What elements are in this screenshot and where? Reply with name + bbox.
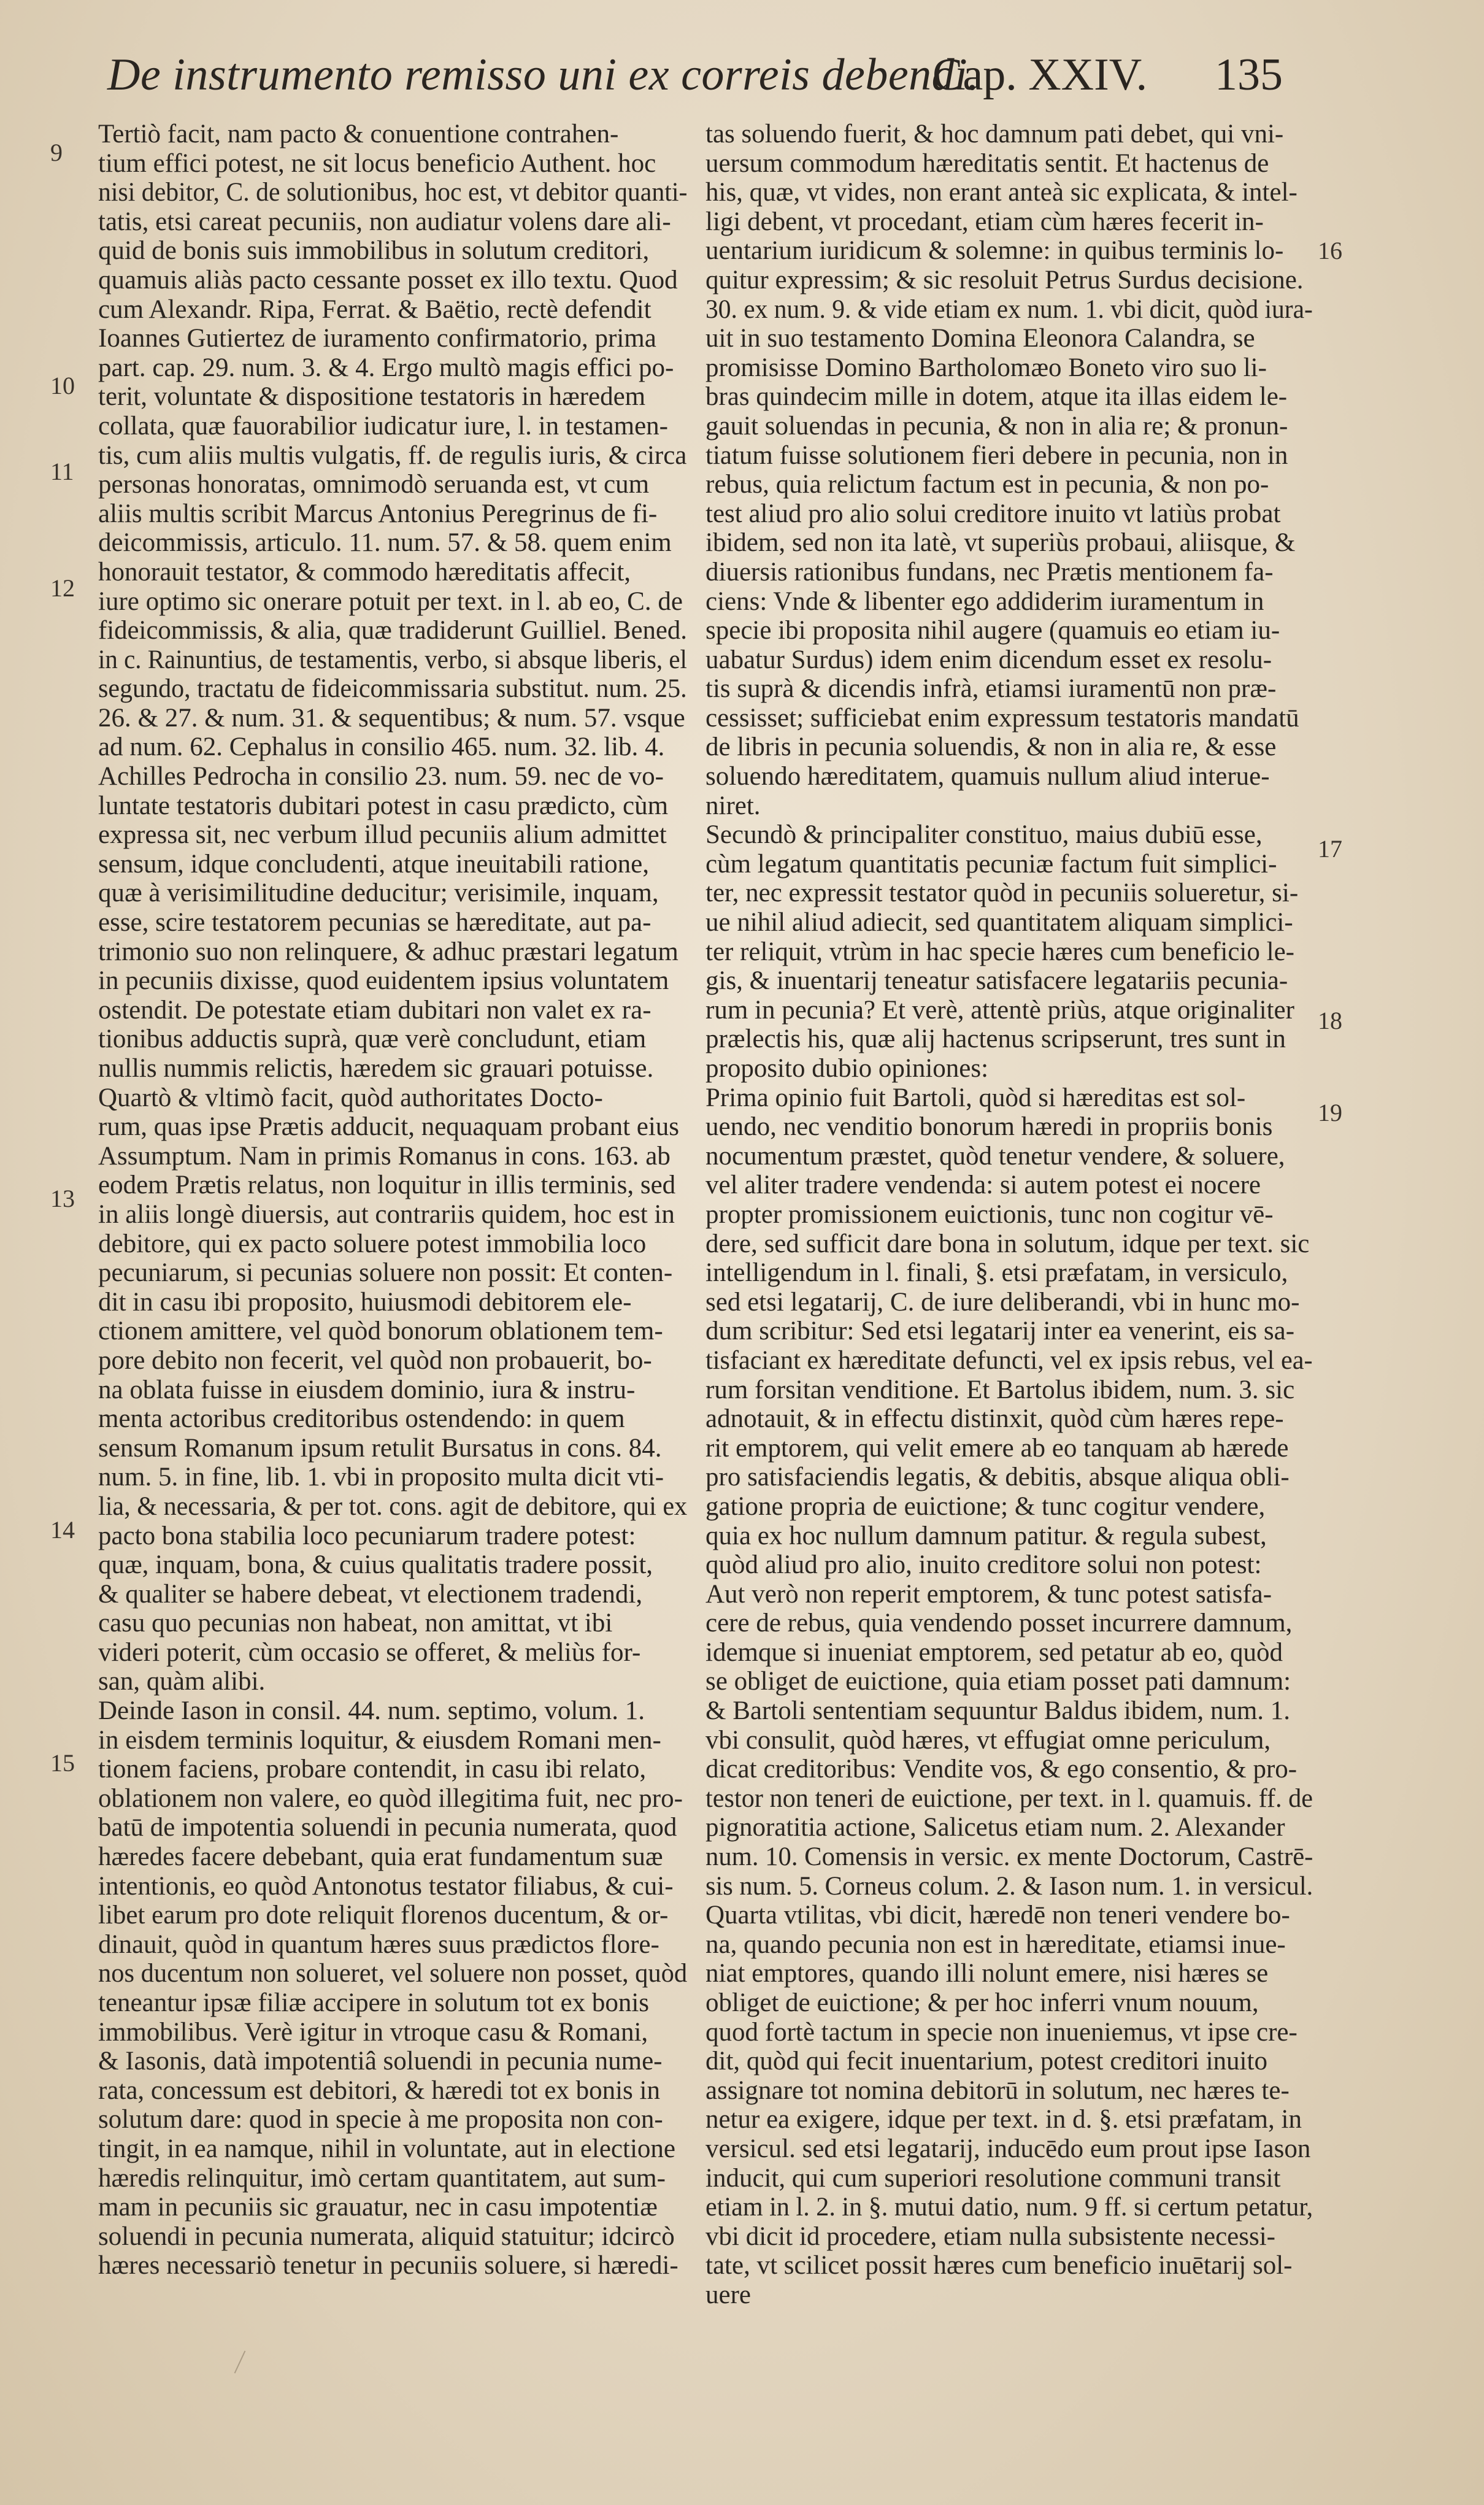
left-text-line: & Iasonis, datà impotentiâ soluendi in pecunia nume- [98, 2047, 663, 2076]
left-text-line: aliis multis scribit Marcus Antonius Peregrinus de fi- [98, 499, 658, 528]
left-text-line: solutum dare: quod in specie à me proposita non con- [98, 2105, 663, 2134]
left-text-line: nisi debitor, C. de solutionibus, hoc est, vt debitor quanti- [98, 178, 688, 207]
left-text-line: in c. Rainuntius, de testamentis, verbo, si absque liberis, el [98, 645, 687, 674]
left-text-line: Deinde Iason in consil. 44. num. septimo, volum. 1. [98, 1696, 645, 1726]
left-text-line: personas honoratas, omnimodò seruanda est, vt cum [98, 470, 650, 499]
left-text-line: rum, quas ipse Prætis adducit, nequaquam probant eius [98, 1112, 680, 1142]
left-text-line: quamuis aliàs pacto cessante posset ex illo textu. Quod [98, 265, 678, 294]
right-text-line: sis num. 5. Corneus colum. 2. & Iason num. 1. in versicul. [705, 1871, 1313, 1901]
right-text-line: uendo, nec venditio bonorum hæredi in propriis bonis [705, 1112, 1273, 1142]
right-text-line: vbi dicit id procedere, etiam nulla subsistente necessi- [705, 2222, 1275, 2251]
right-text-line: testor non teneri de euictione, per text. in l. quamuis. ff. de [705, 1784, 1313, 1813]
right-text-line: pignoratitia actione, Salicetus etiam num. 2. Alexander [705, 1813, 1285, 1842]
right-text-line: propter promissionem euictionis, tunc non cogitur vē- [705, 1199, 1274, 1229]
left-text-line: tionibus adductis suprà, quæ verè concludunt, etiam [98, 1025, 647, 1054]
left-text-line: pore debito non fecerit, vel quòd non probauerit, bo- [98, 1345, 652, 1375]
left-text-line: ctionem amittere, vel quòd bonorum oblationem tem- [98, 1317, 663, 1346]
left-text-line: san, quàm alibi. [98, 1667, 266, 1696]
right-text-line: gis, & inuentarij teneatur satisfacere legatariis pecunia- [705, 966, 1288, 996]
left-text-line: eodem Prætis relatus, non loquitur in illis terminis, sed [98, 1171, 676, 1200]
right-text-line: tate, vt scilicet possit hæres cum beneficio inuētarij sol- [705, 2251, 1293, 2280]
right-text-line: quòd aliud pro alio, inuito creditore solui non potest: [705, 1550, 1262, 1580]
right-text-line: tas soluendo fuerit, & hoc damnum pati debet, qui vni- [705, 120, 1284, 148]
right-text-line: etiam in l. 2. in §. mutui datio, num. 9 ff. si certum petatur, [705, 2193, 1313, 2222]
left-text-line: tingit, in ea namque, nihil in voluntate, aut in electione [98, 2134, 675, 2163]
right-text-line: rum in pecunia? Et verè, attentè priùs, atque originaliter [705, 995, 1294, 1025]
left-text-line: dinauit, quòd in quantum hæres suus prædictos flore- [98, 1930, 659, 1959]
left-text-line: soluendi in pecunia numerata, aliquid statuitur; idcircò [98, 2222, 675, 2251]
left-margin-number: 13 [50, 1185, 75, 1212]
right-margin-number: 16 [1318, 237, 1342, 264]
left-text-line: sensum Romanum ipsum retulit Bursatus in cons. 84. [98, 1433, 662, 1463]
right-text-line: Secundò & principaliter constituo, maius dubiū esse, [705, 820, 1263, 850]
left-margin-number: 9 [50, 139, 63, 166]
left-text-line: hæredes facere debebant, quia erat fundamentum suæ [98, 1842, 663, 1872]
left-text-line: na oblata fuisse in eiusdem dominio, iura & instru- [98, 1375, 636, 1404]
right-text-line: dit, quòd qui fecit inuentarium, potest creditori inuito [705, 2047, 1267, 2076]
right-text-line: vel aliter tradere vendenda: si autem potest ei nocere [705, 1171, 1261, 1200]
right-text-line: gatione propria de euictione; & tunc cogitur vendere, [705, 1491, 1266, 1521]
right-text-line: adnotauit, & in effectu distinxit, quòd cùm hæres repe- [705, 1404, 1284, 1434]
right-text-line: pro satisfaciendis legatis, & debitis, absque aliqua obli- [705, 1463, 1290, 1492]
left-text-line: tionem faciens, probare contendit, in casu ibi relato, [98, 1755, 647, 1784]
left-text-line: sensum, idque concludenti, atque ineuitabili ratione, [98, 849, 649, 879]
left-text-line: hæredis relinquitur, imò certam quantitatem, aut sum- [98, 2163, 666, 2193]
left-text-line: teneantur ipsæ filiæ accipere in solutum tot ex bonis [98, 1988, 650, 2017]
left-text-line: tatis, etsi careat pecuniis, non audiatur volens dare ali- [98, 207, 671, 236]
right-text-line: uit in suo testamento Domina Eleonora Calandra, se [705, 324, 1255, 353]
left-text-line: intentionis, eo quòd Antonotus testator filiabus, & cui- [98, 1871, 674, 1901]
left-text-line: batū de impotentia soluendi in pecunia numerata, quod [98, 1813, 677, 1842]
right-text-line: ue nihil aliud adiecit, sed quantitatem aliquam simplici- [705, 908, 1293, 937]
left-text-line: oblationem non valere, eo quòd illegitima fuit, nec pro- [98, 1784, 683, 1813]
left-text-line: num. 5. in fine, lib. 1. vbi in proposito multa dicit vti- [98, 1463, 664, 1492]
right-text-line: assignare tot nomina debitorū in solutum, nec hæres te- [705, 2076, 1290, 2105]
left-text-line: collata, quæ fauorabilior iudicatur iure, l. in testamen- [98, 411, 668, 441]
left-text-line: in aliis longè diuersis, aut contrariis quidem, hoc est in [98, 1199, 675, 1229]
right-text-line: vbi consulit, quòd hæres, vt effugiat omne periculum, [705, 1725, 1271, 1755]
right-text-line: uersum commodum hæreditatis sentit. Et hactenus de [705, 148, 1269, 178]
left-text-line: tis, cum aliis multis vulgatis, ff. de regulis iuris, & circa [98, 441, 687, 470]
left-text-line: menta actoribus creditoribus ostendendo: in quem [98, 1404, 625, 1434]
left-text-line: nullis nummis relictis, hæredem sic grauari potuisse. [98, 1054, 654, 1083]
left-text-line: in pecuniis dixisse, quod euidentem ipsius voluntatem [98, 966, 669, 996]
left-text-line: hæres necessariò tenetur in pecuniis soluere, si hæredi- [98, 2251, 679, 2280]
right-text-line: rum forsitan venditione. Et Bartolus ibidem, num. 3. sic [705, 1375, 1295, 1404]
left-text-line: Assumptum. Nam in primis Romanus in cons. 163. ab [98, 1141, 671, 1171]
right-text-column [705, 120, 1313, 2310]
right-text-line: cere de rebus, quia vendendo posset incurrere damnum, [705, 1609, 1293, 1638]
running-title: De instrumento remisso uni ex correis debendi. [107, 50, 980, 100]
left-text-line: iure optimo sic onerare potuit per text. in l. ab eo, C. de [98, 587, 683, 616]
right-text-line: rit emptorem, qui velit emere ab eo tanquam ab hærede [705, 1433, 1289, 1463]
right-text-line: intelligendum in l. finali, §. etsi præfatam, in versiculo, [705, 1258, 1288, 1288]
right-text-line: niat emptores, quando illi nolunt emere, nisi hæres se [705, 1959, 1269, 1988]
left-text-line: libet earum pro dote reliquit florenos ducentum, & or- [98, 1901, 669, 1930]
right-text-line: idemque si inueniat emptorem, sed petatur ab eo, quòd [705, 1637, 1283, 1667]
right-margin-number: 17 [1318, 835, 1342, 863]
running-header [107, 43, 1340, 117]
right-margin-number: 18 [1318, 1007, 1342, 1034]
right-text-line: sed etsi legatarij, C. de iure deliberandi, vbi in hunc mo- [705, 1287, 1300, 1317]
left-text-line: expressa sit, nec verbum illud pecuniis alium admittet [98, 820, 667, 850]
right-text-line: inducit, qui cum superiori resolutione communi transit [705, 2163, 1281, 2193]
left-text-line: quæ à verisimilitudine deducitur; verisimile, inquam, [98, 879, 659, 908]
right-text-line: quod fortè tactum in specie non inueniemus, vt ipse cre- [705, 2017, 1298, 2047]
right-text-line: na, quando pecunia non est in hæreditate, etiamsi inue- [705, 1930, 1286, 1959]
right-text-line: cessisset; sufficiebat enim expressum testatoris mandatū [705, 703, 1299, 733]
left-text-line: lia, & necessaria, & per tot. cons. agit de debitore, qui ex [98, 1491, 688, 1521]
right-text-line: & Bartoli sententiam sequuntur Baldus ibidem, num. 1. [705, 1696, 1291, 1726]
left-margin-number: 11 [50, 458, 74, 485]
right-text-line: 30. ex num. 9. & vide etiam ex num. 1. vbi dicit, quòd iura- [705, 294, 1313, 324]
right-text-line: dere, sed sufficit dare bona in solutum, idque per text. sic [705, 1229, 1310, 1258]
left-text-line: Tertiò facit, nam pacto & conuentione contrahen- [98, 120, 619, 148]
right-text-line: nocumentum præstet, quòd tenetur vendere, & soluere, [705, 1141, 1285, 1171]
right-text-line: ligi debent, vt procedant, etiam cùm hæres fecerit in- [705, 207, 1264, 236]
left-text-line: quæ, inquam, bona, & cuius qualitatis tradere possit, [98, 1550, 653, 1580]
right-text-line: Quarta vtilitas, vbi dicit, hæredē non teneri vendere bo- [705, 1901, 1290, 1930]
right-text-line: tiatum fuisse solutionem fieri debere in pecunia, non in [705, 441, 1288, 470]
left-text-line: & qualiter se habere debeat, vt electionem tradendi, [98, 1579, 643, 1609]
left-text-line: part. cap. 29. num. 3. & 4. Ergo multò magis effici po- [98, 353, 674, 382]
left-text-line: segundo, tractatu de fideicommissaria substitut. num. 25. [98, 674, 687, 704]
left-text-line: tium effici potest, ne sit locus beneficio Authent. hoc [98, 148, 656, 178]
left-margin-number: 15 [50, 1749, 75, 1777]
left-text-line: esse, scire testatorem pecunias se hæreditate, aut pa- [98, 908, 652, 937]
right-text-line: ter reliquit, vtrùm in hac specie hæres cum beneficio le- [705, 937, 1294, 966]
left-text-line: Achilles Pedrocha in consilio 23. num. 59. nec de vo- [98, 762, 664, 791]
right-text-line: niret. [705, 791, 761, 820]
left-text-line: Quartò & vltimò facit, quòd authoritates Docto- [98, 1083, 603, 1112]
left-text-line: rata, concessum est debitori, & hæredi tot ex bonis in [98, 2076, 660, 2105]
right-text-line: gauit soluendas in pecunia, & non in alia re; & pronun- [705, 411, 1288, 441]
right-text-line: dum scribitur: Sed etsi legatarij inter ea venerint, eis sa- [705, 1317, 1295, 1346]
right-text-line: uabatur Surdus) idem enim dicendum esset ex resolu- [705, 645, 1272, 674]
right-text-line: de libris in pecunia soluendis, & non in alia re, & esse [705, 733, 1277, 762]
left-text-line: videri poterit, cùm occasio se offeret, & meliùs for- [98, 1637, 641, 1667]
left-text-line: Ioannes Gutiertez de iuramento confirmatorio, prima [98, 324, 656, 353]
left-margin-number: 10 [50, 372, 75, 399]
right-text-line: quitur expressim; & sic resoluit Petrus Surdus decisione. [705, 265, 1304, 294]
right-text-line: obliget de euictione; & per hoc inferri vnum nouum, [705, 1988, 1259, 2017]
left-text-line: honorauit testator, & commodo hæreditatis affecit, [98, 557, 631, 587]
right-margin-number: 19 [1318, 1099, 1342, 1126]
right-text-line: tisfaciant ex hæreditate defuncti, vel ex ipsis rebus, vel ea- [705, 1345, 1313, 1375]
right-text-line: specie ibi proposita nihil augere (quamuis eo etiam iu- [705, 616, 1280, 645]
right-text-line: his, quæ, vt vides, non erant anteà sic explicata, & intel- [705, 178, 1298, 207]
right-text-line: uere [705, 2280, 751, 2309]
right-text-line: ciens: Vnde & libenter ego addiderim iuramentum in [705, 587, 1264, 616]
left-text-line: fideicommissis, & alia, quæ tradiderunt Guilliel. Bened. [98, 616, 687, 645]
right-text-line: Aut verò non reperit emptorem, & tunc potest satisfa- [705, 1579, 1272, 1609]
left-text-line: pacto bona stabilia loco pecuniarum tradere potest: [98, 1521, 636, 1550]
chapter-label: Cap. XXIV. [932, 50, 1148, 100]
left-text-line: trimonio suo non relinquere, & adhuc præstari legatum [98, 937, 679, 966]
right-text-line: prælectis his, quæ alij hactenus scripserunt, tres sunt in [705, 1025, 1286, 1054]
left-text-line: ad num. 62. Cephalus in consilio 465. num. 32. lib. 4. [98, 733, 665, 762]
right-text-line: ter, nec expressit testator quòd in pecuniis solueretur, si- [705, 879, 1299, 908]
left-text-line: mam in pecuniis sic grauatur, nec in casu impotentiæ [98, 2193, 658, 2222]
right-text-line: se obliget de euictione, quia etiam posset pati damnum: [705, 1667, 1291, 1696]
right-text-line: dicat creditoribus: Vendite vos, & ego consentio, & pro- [705, 1755, 1298, 1784]
right-text-line: Prima opinio fuit Bartoli, quòd si hæreditas est sol- [705, 1083, 1246, 1112]
right-text-line: bras quindecim mille in dotem, atque ita illas eidem le- [705, 382, 1288, 412]
left-text-line: quid de bonis suis immobilibus in solutum creditori, [98, 236, 650, 266]
left-text-column [98, 120, 687, 2280]
left-text-line: casu quo pecunias non habeat, non amittat, vt ibi [98, 1609, 613, 1638]
left-text-line: in eisdem terminis loquitur, & eiusdem Romani men- [98, 1725, 661, 1755]
left-text-line: deicommissis, articulo. 11. num. 57. & 58. quem enim [98, 528, 672, 558]
right-text-line: proposito dubio opiniones: [705, 1054, 989, 1083]
right-text-line: uentarium iuridicum & solemne: in quibus terminis lo- [705, 236, 1284, 266]
right-text-line: quia ex hoc nullum damnum patitur. & regula subest, [705, 1521, 1267, 1550]
right-text-line: soluendo hæreditatem, quamuis nullum aliud interue- [705, 762, 1270, 791]
page-number: 135 [1215, 50, 1283, 100]
ink-mark [234, 2350, 246, 2373]
right-text-line: tis suprà & dicendis infrà, etiamsi iuramentū non præ- [705, 674, 1277, 704]
right-text-line: ibidem, sed non ita latè, vt superiùs probaui, aliisque, & [705, 528, 1296, 558]
left-text-line: ostendit. De potestate etiam dubitari non valet ex ra- [98, 995, 652, 1025]
left-text-line: 26. & 27. & num. 31. & sequentibus; & num. 57. vsque [98, 703, 685, 733]
left-margin-number: 14 [50, 1516, 75, 1544]
left-margin-number: 12 [50, 574, 75, 602]
right-text-line: rebus, quia relictum factum est in pecunia, & non po- [705, 470, 1269, 499]
right-text-line: test aliud pro alio solui creditore inuito vt latiùs probat [705, 499, 1281, 528]
right-text-line: num. 10. Comensis in versic. ex mente Doctorum, Castrē- [705, 1842, 1313, 1872]
left-text-line: immobilibus. Verè igitur in vtroque casu & Romani, [98, 2017, 648, 2047]
left-text-line: debitore, qui ex pacto soluere potest immobilia loco [98, 1229, 647, 1258]
right-text-line: netur ea exigere, idque per text. in d. §. etsi præfatam, in [705, 2105, 1302, 2134]
right-text-line: cùm legatum quantitatis pecuniæ factum fuit simplici- [705, 849, 1277, 879]
left-text-line: terit, voluntate & dispositione testatoris in hæredem [98, 382, 646, 412]
left-text-line: pecuniarum, si pecunias soluere non possit: Et conten- [98, 1258, 673, 1288]
left-text-line: dit in casu ibi proposito, huiusmodi debitorem ele- [98, 1287, 632, 1317]
right-text-line: promisisse Domino Bartholomæo Boneto viro suo li- [705, 353, 1267, 382]
right-text-line: versicul. sed etsi legatarij, inducēdo eum prout ipse Iason [705, 2134, 1311, 2163]
right-text-line: diuersis rationibus fundans, nec Prætis mentionem fa- [705, 557, 1274, 587]
left-text-line: nos ducentum non solueret, vel soluere non posset, quòd [98, 1959, 688, 1988]
left-text-line: cum Alexandr. Ripa, Ferrat. & Baëtio, rectè defendit [98, 294, 652, 324]
left-text-line: luntate testatoris dubitari potest in casu prædicto, cùm [98, 791, 669, 820]
